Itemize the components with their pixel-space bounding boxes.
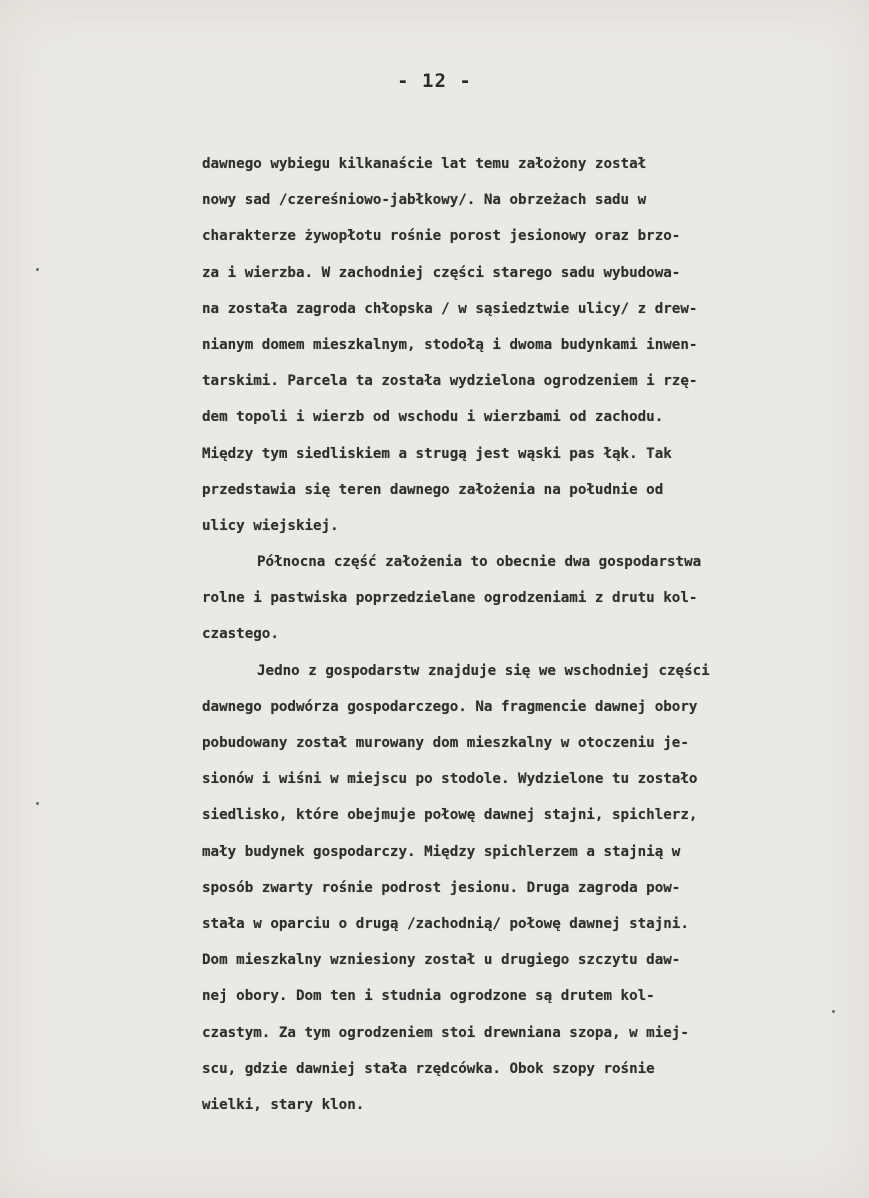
text-line: rolne i pastwiska poprzedzielane ogrodzeniami z drutu kol- — [202, 590, 698, 607]
text-line: czastego. — [202, 626, 279, 643]
text-line: czastym. Za tym ogrodzeniem stoi drewniana szopa, w miej- — [202, 1024, 689, 1041]
text-line: dem topoli i wierzb od wschodu i wierzbami od zachodu. — [202, 409, 664, 426]
text-line: sposób zwarty rośnie podrost jesionu. Druga zagroda pow- — [202, 879, 681, 896]
text-line: Północna część założenia to obecnie dwa gospodarstwa — [257, 554, 702, 571]
text-line: Między tym siedliskiem a strugą jest wąski pas łąk. Tak — [202, 445, 672, 462]
text-line: dawnego podwórza gospodarczego. Na fragmencie dawnej obory — [202, 698, 698, 715]
text-line: tarskimi. Parcela ta została wydzielona ogrodzeniem i rzę- — [202, 373, 698, 390]
text-line: wielki, stary klon. — [202, 1096, 365, 1113]
text-line: nowy sad /czereśniowo-jabłkowy/. Na obrzeżach sadu w — [202, 192, 647, 209]
page-number: - 12 - — [397, 70, 472, 92]
text-line: za i wierzba. W zachodniej części starego sadu wybudowa- — [202, 264, 681, 281]
text-line: pobudowany został murowany dom mieszkalny w otoczeniu je- — [202, 735, 689, 751]
text-line: mały budynek gospodarczy. Między spichlerzem a stajnią w — [202, 843, 681, 860]
body-text — [202, 146, 842, 1123]
text-line: ulicy wiejskiej. — [202, 517, 339, 534]
text-line: nianym domem mieszkalnym, stodołą i dwoma budynkami inwen- — [202, 336, 698, 353]
text-line: nej obory. Dom ten i studnia ogrodzone są drutem kol- — [202, 988, 655, 1005]
text-line: siedlisko, które obejmuje połowę dawnej stajni, spichlerz, — [202, 807, 698, 824]
paper-speck — [36, 268, 39, 271]
text-line: dawnego wybiegu kilkanaście lat temu założony został — [202, 156, 647, 172]
text-line: na została zagroda chłopska / w sąsiedztwie ulicy/ z drew- — [202, 300, 698, 317]
text-line: przedstawia się teren dawnego założenia na południe od — [202, 481, 664, 498]
text-line: sionów i wiśni w miejscu po stodole. Wydzielone tu zostało — [202, 771, 698, 788]
paper-speck — [832, 1010, 835, 1013]
text-line: stała w oparciu o drugą /zachodnią/ połowę dawnej stajni. — [202, 915, 689, 932]
text-line: scu, gdzie dawniej stała rzędcówka. Obok szopy rośnie — [202, 1060, 655, 1077]
paper-speck — [36, 802, 39, 805]
text-line: charakterze żywopłotu rośnie porost jesionowy oraz brzo- — [202, 228, 681, 245]
text-line: Jedno z gospodarstw znajduje się we wschodniej części — [257, 662, 710, 679]
text-line: Dom mieszkalny wzniesiony został u drugiego szczytu daw- — [202, 952, 681, 969]
